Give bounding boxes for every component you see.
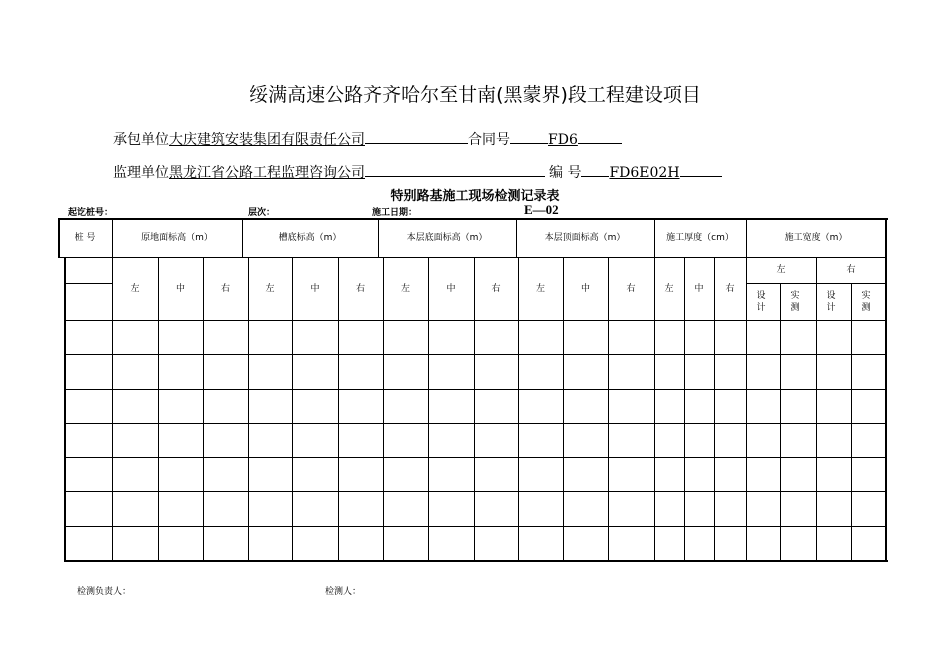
data-cell[interactable] (428, 491, 474, 525)
data-cell[interactable] (383, 457, 428, 491)
data-cell[interactable] (563, 491, 608, 525)
data-cell[interactable] (654, 320, 684, 354)
data-cell[interactable] (654, 491, 684, 525)
data-cell[interactable] (383, 423, 428, 457)
data-cell[interactable] (248, 423, 292, 457)
serial-no-value: FD6E02H (609, 165, 680, 181)
data-cell[interactable] (714, 389, 746, 423)
data-cell[interactable] (158, 354, 203, 388)
data-cell[interactable] (338, 389, 383, 423)
data-cell[interactable] (684, 423, 714, 457)
data-cell[interactable] (780, 389, 816, 423)
data-cell[interactable] (816, 491, 851, 525)
width-left-design-label: 设计 (756, 290, 766, 313)
data-cell[interactable] (851, 457, 886, 491)
width-right-design-label: 设计 (826, 290, 836, 313)
data-cell[interactable] (684, 526, 714, 560)
contract-no-pad-right (578, 128, 622, 144)
data-cell[interactable] (714, 320, 746, 354)
layer-bottom-right-label: 右 (491, 283, 501, 294)
data-cell[interactable] (608, 423, 654, 457)
header-width: 施工宽度（m） (784, 233, 848, 243)
data-cell[interactable] (608, 320, 654, 354)
data-cell[interactable] (383, 526, 428, 560)
data-cell[interactable] (518, 423, 563, 457)
data-cell[interactable] (816, 526, 851, 560)
original-ground-left-label: 左 (130, 283, 140, 294)
data-cell[interactable] (746, 526, 780, 560)
data-cell[interactable] (851, 320, 886, 354)
data-cell[interactable] (248, 526, 292, 560)
data-cell[interactable] (474, 526, 518, 560)
data-cell[interactable] (518, 320, 563, 354)
data-cell[interactable] (608, 389, 654, 423)
data-cell[interactable] (203, 526, 248, 560)
data-cell[interactable] (608, 457, 654, 491)
data-cell[interactable] (428, 320, 474, 354)
form-title: 特别路基施工现场检测记录表 (390, 189, 560, 204)
data-cell[interactable] (518, 389, 563, 423)
data-cell[interactable] (851, 526, 886, 560)
data-cell[interactable] (684, 491, 714, 525)
data-cell[interactable] (64, 389, 112, 423)
layer-bottom-center-label: 中 (446, 283, 456, 294)
data-cell[interactable] (563, 526, 608, 560)
data-cell[interactable] (714, 491, 746, 525)
header-original-ground: 原地面标高（m） (141, 233, 213, 243)
header-station: 桩 号 (74, 233, 96, 243)
layer-label: 层次： (248, 208, 276, 218)
data-cell[interactable] (64, 526, 112, 560)
data-cell[interactable] (203, 320, 248, 354)
data-cell[interactable] (780, 457, 816, 491)
data-cell[interactable] (158, 320, 203, 354)
data-cell[interactable] (338, 354, 383, 388)
data-cell[interactable] (203, 354, 248, 388)
data-cell[interactable] (248, 491, 292, 525)
data-cell[interactable] (338, 423, 383, 457)
data-cell[interactable] (563, 320, 608, 354)
data-cell[interactable] (474, 457, 518, 491)
data-cell[interactable] (684, 320, 714, 354)
table-border-bottom (64, 560, 888, 562)
supervisor-label: 监理单位 (113, 165, 169, 181)
thickness-center-label: 中 (694, 283, 704, 294)
thickness-right-label: 右 (725, 283, 735, 294)
data-cell[interactable] (563, 423, 608, 457)
data-cell[interactable] (684, 354, 714, 388)
data-cell[interactable] (338, 526, 383, 560)
data-cell[interactable] (780, 320, 816, 354)
data-cell[interactable] (816, 389, 851, 423)
data-cell[interactable] (746, 491, 780, 525)
data-cell[interactable] (474, 354, 518, 388)
data-cell[interactable] (518, 526, 563, 560)
data-cell[interactable] (112, 457, 158, 491)
thickness-left-label: 左 (664, 283, 674, 294)
data-cell[interactable] (518, 491, 563, 525)
data-cell[interactable] (608, 526, 654, 560)
original-ground-center-label: 中 (175, 283, 185, 294)
data-cell[interactable] (654, 389, 684, 423)
original-ground-right-label: 右 (220, 283, 230, 294)
data-cell[interactable] (780, 354, 816, 388)
data-cell[interactable] (203, 389, 248, 423)
data-cell[interactable] (563, 457, 608, 491)
data-cell[interactable] (608, 354, 654, 388)
data-cell[interactable] (746, 389, 780, 423)
data-cell[interactable] (64, 491, 112, 525)
data-cell[interactable] (428, 354, 474, 388)
data-cell[interactable] (746, 320, 780, 354)
layer-top-center-label: 中 (580, 283, 590, 294)
data-cell[interactable] (203, 491, 248, 525)
data-cell[interactable] (64, 320, 112, 354)
data-cell[interactable] (158, 457, 203, 491)
data-cell[interactable] (816, 320, 851, 354)
data-cell[interactable] (654, 354, 684, 388)
data-cell[interactable] (248, 320, 292, 354)
data-cell[interactable] (714, 354, 746, 388)
form-code: E—02 (524, 202, 559, 217)
data-cell[interactable] (292, 526, 338, 560)
data-cell[interactable] (654, 526, 684, 560)
inspector-label: 检测人： (325, 587, 362, 597)
contractor-row (113, 128, 622, 149)
data-cell[interactable] (158, 423, 203, 457)
data-cell[interactable] (816, 354, 851, 388)
data-cell[interactable] (816, 423, 851, 457)
contractor-blank (365, 128, 468, 144)
data-cell[interactable] (248, 457, 292, 491)
layer-top-right-label: 右 (626, 283, 636, 294)
data-cell[interactable] (203, 423, 248, 457)
station-split-line (64, 283, 112, 284)
data-cell[interactable] (292, 491, 338, 525)
data-cell[interactable] (428, 457, 474, 491)
trench-bottom-center-label: 中 (310, 283, 320, 294)
width-left-measured-label: 实测 (790, 290, 800, 313)
data-cell[interactable] (684, 457, 714, 491)
data-cell[interactable] (158, 491, 203, 525)
header-trench-bottom: 槽底标高（m） (278, 233, 342, 243)
data-cell[interactable] (383, 320, 428, 354)
layer-top-left-label: 左 (535, 283, 545, 294)
data-cell[interactable] (684, 389, 714, 423)
data-cell[interactable] (474, 423, 518, 457)
data-cell[interactable] (428, 389, 474, 423)
data-cell[interactable] (112, 423, 158, 457)
contract-no-label: 合同号 (468, 132, 510, 148)
data-cell[interactable] (851, 354, 886, 388)
data-cell[interactable] (112, 354, 158, 388)
serial-no-pad-left (581, 161, 609, 177)
data-cell[interactable] (158, 526, 203, 560)
inspection-lead-label: 检测负责人： (77, 587, 132, 597)
data-cell[interactable] (608, 491, 654, 525)
data-cell[interactable] (518, 354, 563, 388)
data-cell[interactable] (780, 423, 816, 457)
data-cell[interactable] (383, 389, 428, 423)
construction-date-label: 施工日期： (372, 208, 418, 218)
layer-bottom-left-label: 左 (400, 283, 410, 294)
project-title: 绥满高速公路齐齐哈尔至甘南(黑蒙界)段工程建设项目 (249, 84, 701, 106)
data-cell[interactable] (203, 457, 248, 491)
data-cell[interactable] (780, 526, 816, 560)
data-cell[interactable] (518, 457, 563, 491)
data-cell[interactable] (64, 354, 112, 388)
data-cell[interactable] (780, 491, 816, 525)
data-cell[interactable] (428, 526, 474, 560)
header-layer-top: 本层顶面标高（m） (544, 233, 626, 243)
header-thickness: 施工厚度（cm） (666, 233, 734, 243)
data-cell[interactable] (654, 457, 684, 491)
supervisor-blank (365, 161, 545, 177)
data-cell[interactable] (112, 389, 158, 423)
data-cell[interactable] (383, 491, 428, 525)
data-cell[interactable] (746, 354, 780, 388)
data-cell[interactable] (474, 389, 518, 423)
contract-no-value: FD6 (548, 132, 578, 148)
width-right-measured-label: 实测 (861, 290, 871, 313)
width-right-label: 右 (846, 265, 856, 275)
trench-bottom-left-label: 左 (265, 283, 275, 294)
supervisor-value: 黑龙江省公路工程监理咨询公司 (169, 165, 365, 181)
supervisor-row (113, 161, 722, 182)
data-cell[interactable] (383, 354, 428, 388)
width-left-label: 左 (776, 265, 786, 275)
data-cell[interactable] (64, 457, 112, 491)
data-cell[interactable] (248, 354, 292, 388)
data-cell[interactable] (714, 457, 746, 491)
data-cell[interactable] (474, 320, 518, 354)
data-cell[interactable] (714, 423, 746, 457)
data-cell[interactable] (292, 320, 338, 354)
data-cell[interactable] (563, 354, 608, 388)
data-cell[interactable] (112, 491, 158, 525)
data-cell[interactable] (248, 389, 292, 423)
station-label: 起讫桩号： (68, 208, 114, 218)
data-cell[interactable] (112, 526, 158, 560)
contract-no-pad-left (510, 128, 548, 144)
data-cell[interactable] (563, 389, 608, 423)
data-cell[interactable] (158, 389, 203, 423)
contractor-value: 大庆建筑安装集团有限责任公司 (169, 132, 365, 148)
data-cell[interactable] (474, 491, 518, 525)
data-cell[interactable] (112, 320, 158, 354)
data-cell[interactable] (292, 354, 338, 388)
contractor-label: 承包单位 (113, 132, 169, 148)
data-cell[interactable] (816, 457, 851, 491)
serial-no-label: 编 号 (549, 165, 582, 181)
data-cell[interactable] (292, 423, 338, 457)
data-cell[interactable] (292, 389, 338, 423)
data-cell[interactable] (851, 423, 886, 457)
data-cell[interactable] (851, 389, 886, 423)
data-cell[interactable] (338, 457, 383, 491)
data-cell[interactable] (338, 320, 383, 354)
data-cell[interactable] (746, 423, 780, 457)
data-cell[interactable] (746, 457, 780, 491)
serial-no-pad-right (680, 161, 722, 177)
header-layer-bottom: 本层底面标高（m） (406, 233, 488, 243)
data-cell[interactable] (851, 491, 886, 525)
data-cell[interactable] (64, 423, 112, 457)
data-cell[interactable] (292, 457, 338, 491)
data-cell[interactable] (654, 423, 684, 457)
data-cell[interactable] (714, 526, 746, 560)
data-cell[interactable] (338, 491, 383, 525)
trench-bottom-right-label: 右 (355, 283, 365, 294)
data-cell[interactable] (428, 423, 474, 457)
